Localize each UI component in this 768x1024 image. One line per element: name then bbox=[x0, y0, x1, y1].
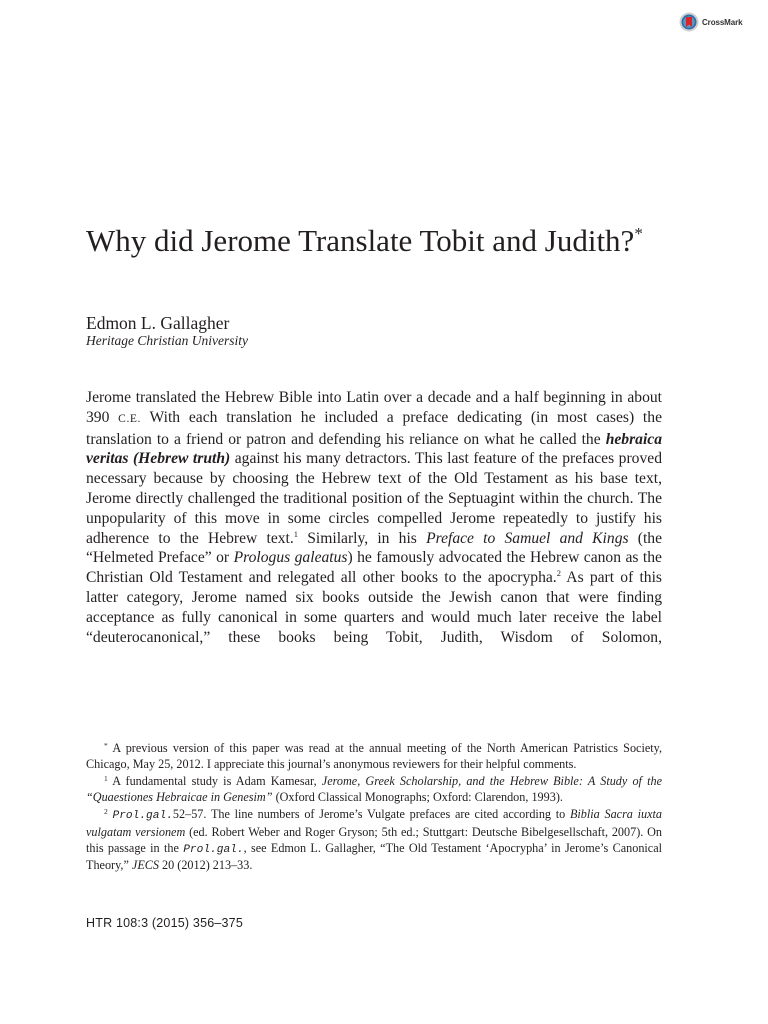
body-text-run: Jerome translated the Hebrew Bible into Latin over a decade and a half beginning in about 390 bbox=[86, 389, 662, 426]
body-text-run: With each translation he included a preface dedicating (in most cases) the translation to a friend or patron and defending his reliance on what he called the bbox=[86, 408, 662, 448]
footnote-text: , see Edmon L. Gallagher, “The Old Testament ‘Apocrypha’ in Jerome’s Canonical Theory,” bbox=[86, 840, 662, 873]
author-affiliation: Heritage Christian University bbox=[86, 333, 248, 348]
footnotes-section bbox=[86, 741, 662, 876]
cited-edition-title: Biblia Sacra iuxta vulgatam versionem bbox=[86, 807, 663, 839]
footnote-marker: 1 bbox=[104, 774, 108, 784]
footnote-text: (Oxford Classical Monographs; Oxford: Clarendon, 1993). bbox=[272, 789, 563, 804]
footnote-text: 52–57. The line numbers of Jerome’s Vulgate prefaces are cited according to bbox=[172, 807, 570, 822]
footnote-marker: 2 bbox=[104, 807, 108, 817]
cited-book-title: Jerome, Greek Scholarship, and the Hebrew Bible: A Study of the “Quaestiones Hebraicae in Genesim” bbox=[86, 774, 662, 804]
title-footnote-marker[interactable]: * bbox=[634, 224, 643, 243]
footnote-marker: * bbox=[104, 741, 108, 750]
article-title bbox=[86, 222, 686, 259]
footnote-text: A fundamental study is Adam Kamesar, bbox=[107, 774, 322, 789]
journal-citation: HTR 108:3 (2015) 356–375 bbox=[86, 916, 243, 930]
footnote-star bbox=[86, 741, 662, 772]
crossmark-icon bbox=[679, 12, 699, 32]
crossmark-badge[interactable] bbox=[679, 12, 742, 32]
preface-title: Preface to Samuel and Kings bbox=[426, 529, 629, 547]
footnote-text: 20 (2012) 213–33. bbox=[158, 858, 253, 873]
footnote-text: (ed. Robert Weber and Roger Gryson; 5th ed.; Stuttgart: Deutsche Bibelgesellschaft, 2007). On this passage in the bbox=[86, 824, 662, 855]
body-text-run: against his many detractors. This last feature of the prefaces proved necessary because by choosing the Hebrew text of the Old Testament as his base text, Jerome directly challenged the traditional position of the Septuagint within the church. The unpopularity of this move in some circles compelled Jerome repeatedly to justify his adherence to the Hebrew text. bbox=[86, 450, 662, 547]
footnote-2 bbox=[86, 807, 662, 873]
prologus-abbreviation: Prol.gal. bbox=[112, 810, 173, 823]
footnote-text: A previous version of this paper was read at the annual meeting of the North American Patristics Society, Chicago, May 25, 2012. I appreciate this journal’s anonymous reviewers for their helpful comments. bbox=[86, 741, 662, 771]
crossmark-label: CrossMark bbox=[702, 17, 743, 27]
body-text-run: ) he famously advocated the Hebrew canon as the Christian Old Testament and relegated all other books to the apocrypha. bbox=[86, 549, 662, 587]
footnote-ref-2[interactable]: 2 bbox=[556, 567, 561, 578]
journal-abbreviation: JECS bbox=[131, 858, 159, 873]
footnote-ref-1[interactable]: 1 bbox=[293, 528, 299, 539]
body-text-run: Similarly, in his bbox=[298, 529, 427, 547]
prologus-abbreviation: Prol.gal. bbox=[183, 843, 244, 856]
body-text-run: (the “Helmeted Preface” or bbox=[86, 529, 662, 567]
author-name: Edmon L. Gallagher bbox=[86, 313, 230, 333]
prologus-title: Prologus galeatus bbox=[233, 549, 348, 567]
footnote-1 bbox=[86, 774, 662, 805]
era-abbreviation: C.E. bbox=[118, 412, 142, 425]
body-text-run: As part of this latter category, Jerome named six books outside the Jewish canon that were finding acceptance as fully canonical in some quarters and would much later receive the label “deuterocanonical,” these books being Tobit, Judith, Wisdom of Solomon, bbox=[86, 569, 663, 646]
title-text: Why did Jerome Translate Tobit and Judith? bbox=[86, 223, 635, 258]
body-paragraph bbox=[86, 388, 662, 647]
hebraica-veritas-phrase: hebraica veritas (Hebrew truth) bbox=[86, 430, 662, 468]
